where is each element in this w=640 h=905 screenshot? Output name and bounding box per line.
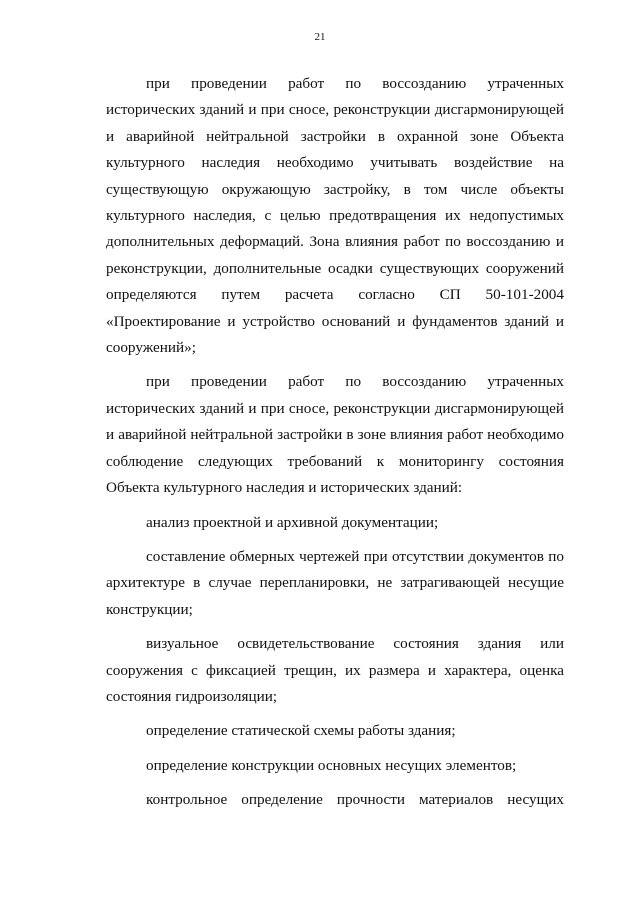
list-item-static-scheme: определение статической схемы работы здания; xyxy=(146,722,456,740)
list-item-visual-inspection: визуальное освидетельствование состояния здания или сооружения с фиксацией трещин, их размера и характера, оценка состояния гидроизоляции; xyxy=(106,635,564,705)
list-item-documentation-analysis: анализ проектной и архивной документации; xyxy=(146,513,439,531)
paragraph-reconstruction-impact: при проведении работ по воссозданию утраченных исторических зданий и при сносе, реконструкции дисгармонирующей и аварийной нейтральной застройки в охранной зоне Объекта культурного наследия необходимо учитывать воздействие на существующую окружающую застройку, в том числе объекты культурного наследия, с целью предотвращения их недопустимых дополнительных деформаций. Зона влияния работ по воссозданию и реконструкции, дополнительные осадки существующих сооружений определяются путем расчета согласно СП 50-101-2004 «Проектирование и устройство оснований и фундаментов зданий и сооружений»; xyxy=(106,75,564,357)
list-item-material-strength: контрольное определение прочности материалов несущих xyxy=(146,791,564,809)
list-item-load-bearing-elements: определение конструкции основных несущих элементов; xyxy=(146,756,517,774)
paragraph-monitoring-requirements: при проведении работ по воссозданию утраченных исторических зданий и при сносе, реконструкции дисгармонирующей и аварийной нейтральной застройки в зоне влияния работ необходимо соблюдение следующих требований к мониторингу состояния Объекта культурного наследия и исторических зданий: xyxy=(106,373,564,497)
document-body xyxy=(106,71,564,814)
list-item-measurement-drawings: составление обмерных чертежей при отсутствии документов по архитектуре в случае перепланировки, не затрагивающей несущие конструкции; xyxy=(106,547,564,618)
page-number: 21 xyxy=(314,31,326,43)
